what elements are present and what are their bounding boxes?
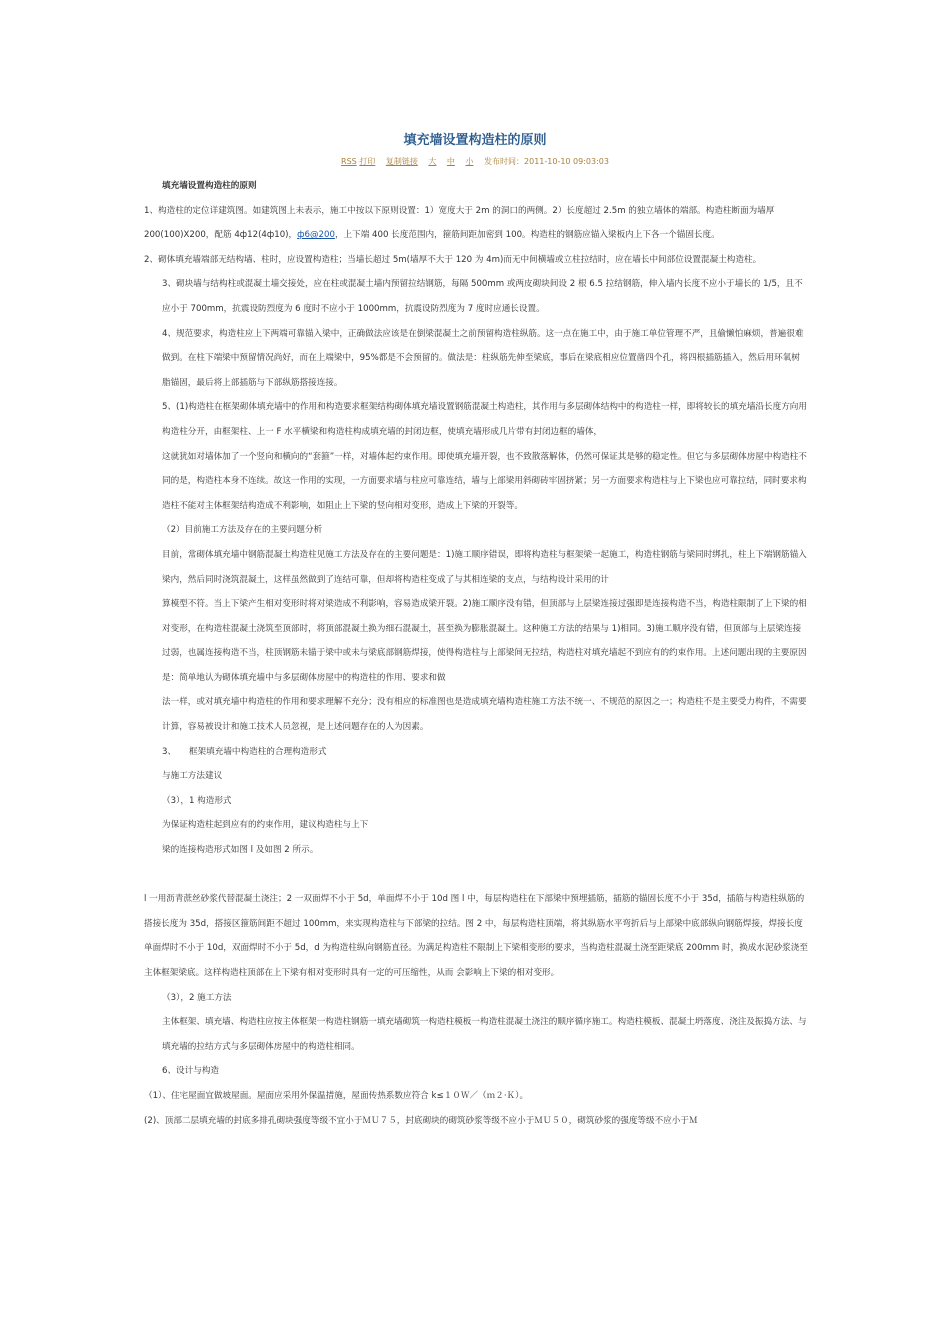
paragraph: 为保证构造柱起到应有的约束作用，建议构造柱与上下 xyxy=(162,820,369,831)
paragraph: 与施工方法建议 xyxy=(162,771,223,782)
paragraph: 这就犹如对墙体加了一个竖向和横向的“套箍”一样，对墙体起约束作用。即使填充墙开裂，也不致散落解体，仍然可保证其是够的稳定性。但它与多层砌体房屋中构造柱不同的是，构造柱本身不连续。故这一作用的实现，一方面要求墙与柱应可靠连结，墙与上部梁用斜砌砖牢固挤紧；另一方面要求构造柱与上下梁也应可靠拉结，同时要求构造柱不能对主体框架结构造成不利影响，如阻止上下梁的竖向相对变形，造成上下梁的开裂等。 xyxy=(162,451,807,511)
paragraph: 3、 框架填充墙中构造柱的合理构造形式 xyxy=(162,746,327,757)
article-meta xyxy=(0,156,950,167)
copy-link[interactable]: 复制链接 xyxy=(385,157,418,166)
paragraph: 法一样，或对填充墙中构造柱的作用和要求理解不充分；没有相应的标准图也是造成填充墙构造柱施工方法不统一、不规范的原因之一；构造柱不是主要受力构件，不需要计算，容易被设计和施工技术人员忽视，是上述问题存在的人为因素。 xyxy=(162,697,807,733)
paragraph: (2)、顶部二层填充墙的封底多排孔砌块强度等级不宜小于ＭＵ７５，封底砌块的砌筑砂浆等级不应小于ＭＵ５０，砌筑砂浆的强度等级不应小于Ｍ xyxy=(144,1115,698,1126)
paragraph: 梁的连接构造形式如图 l 及如图 2 所示。 xyxy=(162,845,319,856)
paragraph: （3），2 施工方法 xyxy=(162,992,232,1003)
paragraph: （1）、住宅屋面宜做坡屋面。屋面应采用外保温措施，屋面传热系数应符合 k≤１０Ｗ／（ｍ２·Ｋ）。 xyxy=(144,1090,529,1101)
spacer xyxy=(144,863,808,888)
rebar-spec-link[interactable]: ф6@200 xyxy=(297,230,335,241)
article-title: 填充墙设置构造柱的原则 xyxy=(403,133,547,148)
font-size-small-link[interactable]: 小 xyxy=(465,157,474,166)
paragraph: 5、(1)构造柱在框架砌体填充墙中的作用和构造要求框架结构砌体填充墙设置钢筋混凝土构造柱，其作用与多层砌体结构中的构造柱一样，即将较长的填充墙沿长度方向用构造柱分开，由框架柱、上一 F 水平横梁和构造柱构成填充墙的封闭边框，使填充墙形成几片带有封闭边框的墙体， xyxy=(162,402,807,437)
paragraph: 4、规范要求，构造柱应上下两端可靠锚入梁中，正确做法应该是在倒梁混凝土之前预留构造柱纵筋。这一点在施工中，由于施工单位管理不严，且偷懒怕麻烦，普遍很难做到。在柱下端梁中预留情况尚好，而在上端梁中，95%都是不会预留的。做法是：柱纵筋先伸至梁底，事后在梁底相应位置凿四个孔，将四根插筋插入，然后用环氧树脂锚固，最后将上部插筋与下部纵筋搭接连接。 xyxy=(162,328,804,388)
paragraph-text: ，上下端 400 长度范围内，箍筋间距加密到 100。构造柱的钢筋应锚入梁板内上下各一个锚固长度。 xyxy=(334,230,720,241)
paragraph: 主体框架、填充墙、构造柱应按主体框架一构造柱钢筋一填充墙砌筑一构造柱模板一构造柱混凝土浇注的顺序循序施工。构造柱模板、混凝土坍落度、浇注及振捣方法、与填充墙的拉结方式与多层砌体房屋中的构造柱相同。 xyxy=(162,1017,807,1052)
font-size-medium-link[interactable]: 中 xyxy=(446,157,455,166)
font-size-large-link[interactable]: 大 xyxy=(428,157,437,166)
rss-link[interactable]: RSS xyxy=(341,157,357,166)
publish-date: 发布时间：2011-10-10 09:03:03 xyxy=(484,157,609,166)
paragraph xyxy=(144,199,808,248)
paragraph: 2、砌体填充墙端部无结构墙、柱时，应设置构造柱；当墙长超过 5m(墙厚不大于 120 为 4m)而无中间横墙或立柱拉结时，应在墙长中间部位设置混凝土构造柱。 xyxy=(144,254,762,265)
article-heading: 填充墙设置构造柱的原则 xyxy=(162,181,257,191)
paragraph: 6、设计与构造 xyxy=(162,1066,220,1077)
paragraph: （3），1 构造形式 xyxy=(162,795,232,806)
paragraph-text: 1、构造柱的定位详建筑图。如建筑图上未表示，施工中按以下原则设置：1）宽度大于 2m 的洞口的两侧。2）长度超过 2.5m 的独立墙体的端部。构造柱断面为墙厚 200(100)X200，配筋 4ф12(4ф10)， xyxy=(144,205,775,241)
print-link[interactable]: 打印 xyxy=(359,157,376,166)
paragraph: 目前，常砌体填充墙中钢筋混凝土构造柱见施工方法及存在的主要问题是：1)施工顺序错误，即将构造柱与框架梁一起施工，构造柱钢筋与梁同时绑扎，柱上下端钢筋锚入梁内，然后同时浇筑混凝土，这样虽然做到了连结可靠，但却将构造柱变成了与其相连梁的支点，与结构设计采用的计 xyxy=(162,549,807,585)
paragraph: l 一用沥青蔗丝砂浆代替混凝土浇注；2 一双面焊不小于 5d，单面焊不小于 10d 图 l 中，每层构造柱在下部梁中预埋插筋，插筋的锚固长度不小于 35d，插筋与构造柱纵筋的搭接长度为 35d，搭接区箍筋间距不超过 100mm，来实现构造柱与下部梁的拉结。图 2 中，每层构造柱顶端，将其纵筋水平弯折后与上部梁中底部纵向钢筋焊接，焊接长度单面焊时不小于 10d，双面焊时不小于 5d，d 为构造柱纵向钢筋直径。为满足构造柱不限制上下梁相变形的要求，当构造柱混凝土浇至距梁底 200mm 时，换成水泥砂浆浇至主体框架梁底。这样构造柱顶部在上下梁有相对变形时具有一定的可压缩性，从而 会影响上下梁的相对变形。 xyxy=(144,894,808,978)
paragraph: 3、砌块墙与结构柱或混凝土墙交接处，应在柱或混凝土墙内预留拉结钢筋，每隔 500mm 或两皮砌块间设 2 根 6.5 拉结钢筋，伸入墙内长度不应小于墙长的 1/5，且不应小于 700mm，抗震设防烈度为 6 度时不应小于 1000mm，抗震设防烈度为 7 度时应通长设置。 xyxy=(162,279,803,314)
paragraph: 算模型不符。当上下梁产生相对变形时将对梁造成不利影响，容易造成梁开裂。2)施工顺序没有错，但顶部与上层梁连接过强即是连接构造不当，构造柱限制了上下梁的相对变形，在构造柱混凝土浇筑至顶部时，将顶部混凝土换为细石混凝土，甚至换为膨胀混凝土。这种施工方法的结果与 1)相同。3)施工顺序没有错，但顶部与上层梁连接过弱，也属连接构造不当，柱顶钢筋未锚于梁中或未与梁底部钢筋焊接，使得构造柱与上部梁间无拉结，构造柱对填充墙起不到应有的约束作用。上述问题出现的主要原因是：简单地认为砌体填充墙中与多层砌体房屋中的构造柱的作用、要求和做 xyxy=(162,599,807,683)
article-body xyxy=(144,174,808,1133)
paragraph: （2）目前施工方法及存在的主要问题分析 xyxy=(162,525,323,536)
